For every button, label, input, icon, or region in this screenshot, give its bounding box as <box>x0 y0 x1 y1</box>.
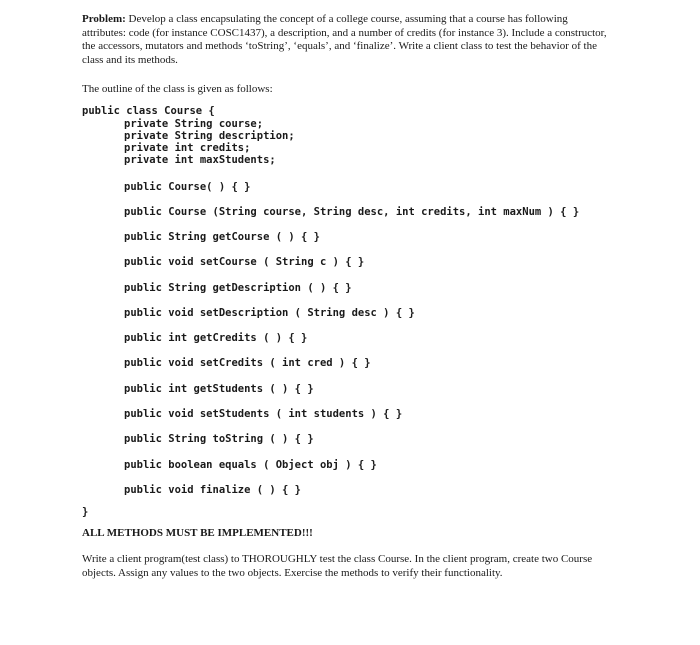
field-line: private int credits; <box>124 142 251 154</box>
method-line: public Course (String course, String desc, int credits, int maxNum ) { } <box>124 206 580 218</box>
problem-text: Develop a class encapsulating the concept of a college course, assuming that a course has following attributes: code (for instance COSC1437), a description, and a number of credits (for instance 3). Include a constructor, the accessors, mutators and methods ‘toString’, ‘equals’, and ‘finalize’. Write a client class to test the behavior of the class and its methods. <box>82 13 607 66</box>
class-header: public class Course { <box>82 105 215 117</box>
class-close: } <box>82 506 89 518</box>
method-line: public int getStudents ( ) { } <box>124 383 314 395</box>
method-line: public void setCourse ( String c ) { } <box>124 256 365 268</box>
must-implement-note: ALL METHODS MUST BE IMPLEMENTED!!! <box>82 527 313 539</box>
method-line: public void setDescription ( String desc ) { } <box>124 307 415 319</box>
client-instructions: Write a client program(test class) to THOROUGHLY test the class Course. In the client program, create two Course objects. Assign any values to the two objects. Exercise the methods to verify their functionality. <box>82 553 593 579</box>
outline-intro: The outline of the class is given as follows: <box>82 83 273 95</box>
field-line: private String course; <box>124 118 264 130</box>
method-line: public void setStudents ( int students ) { } <box>124 408 403 420</box>
field-line: private int maxStudents; <box>124 154 276 166</box>
method-line: public String toString ( ) { } <box>124 433 314 445</box>
problem-label: Problem: <box>82 13 126 25</box>
method-line: public int getCredits ( ) { } <box>124 332 308 344</box>
method-line: public void setCredits ( int cred ) { } <box>124 357 371 369</box>
method-line: public Course( ) { } <box>124 181 251 193</box>
class-outline-code <box>82 0 682 645</box>
method-line: public String getDescription ( ) { } <box>124 282 352 294</box>
method-line: public boolean equals ( Object obj ) { } <box>124 459 377 471</box>
field-line: private String description; <box>124 130 295 142</box>
method-line: public void finalize ( ) { } <box>124 484 302 496</box>
method-line: public String getCourse ( ) { } <box>124 231 320 243</box>
